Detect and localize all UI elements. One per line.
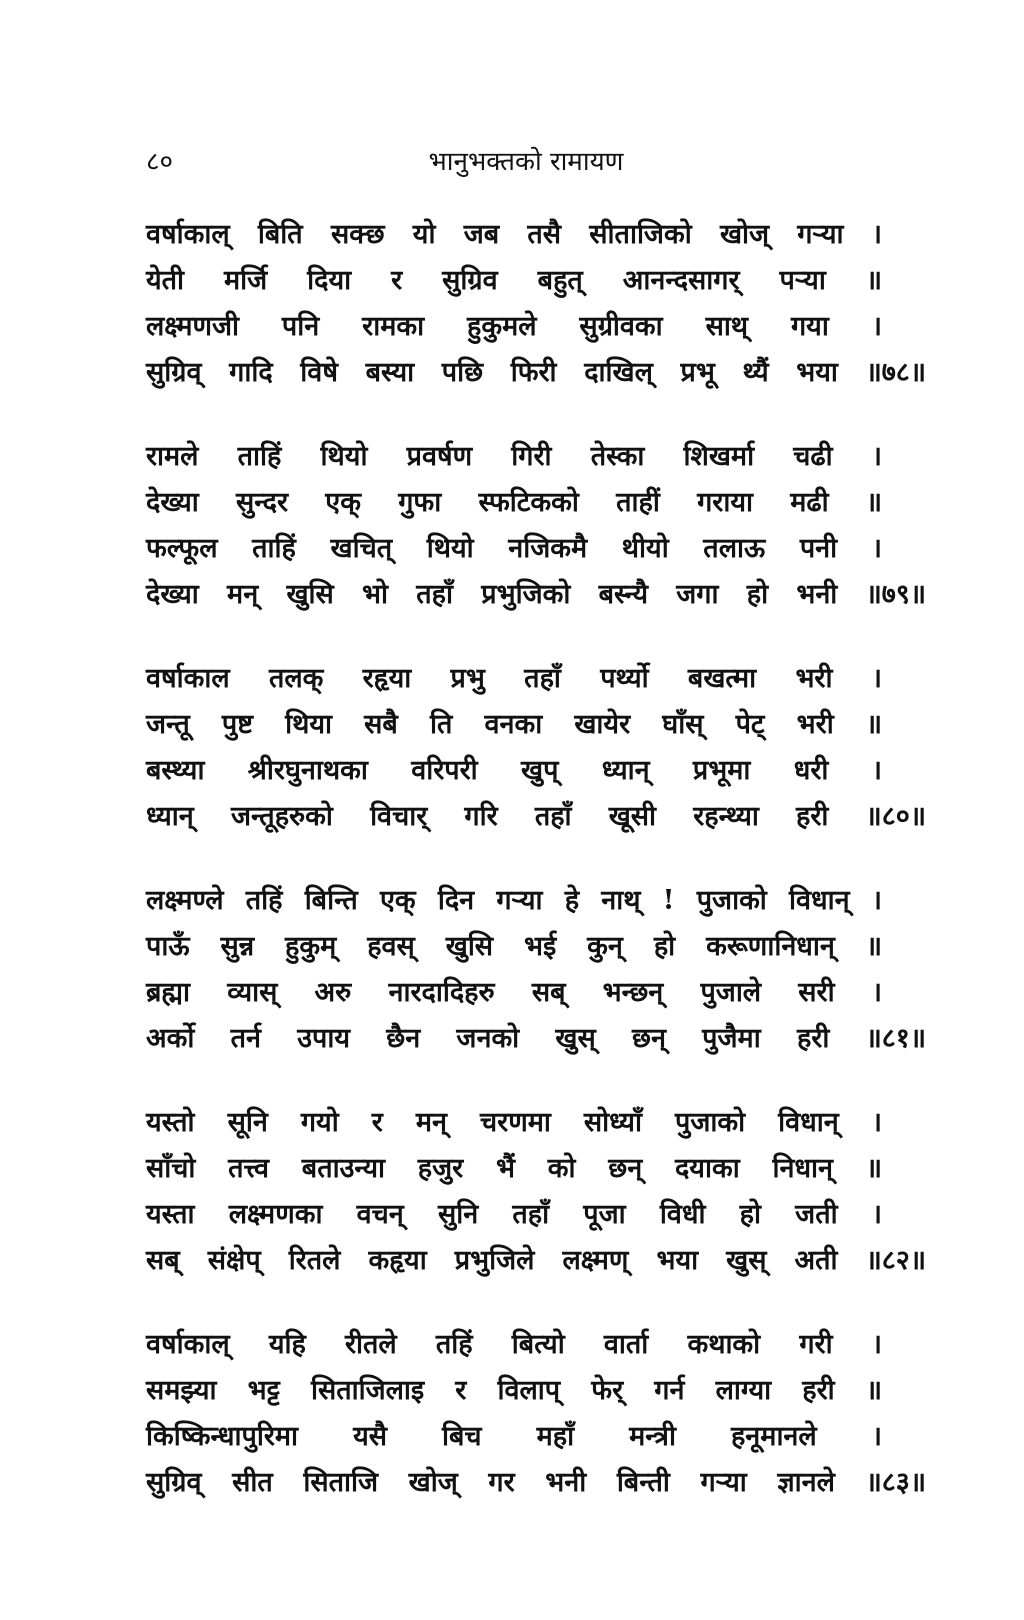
verse-line: यस्ता लक्ष्मणका वचन् सुनि तहाँ पूजा विधी हो जती । [146,1199,882,1230]
verse-line: वर्षाकाल तलक् रहृया प्रभु तहाँ पर्थ्यो बखत्मा भरी । [146,663,882,694]
stanza-82 [146,1100,926,1284]
verse-line: किष्किन्धापुरिमा यसै बिच महाँ मन्त्री हनूमानले । [146,1421,882,1452]
verse-line: देख्या सुन्दर एक् गुफा स्फटिकको ताहीं गराया मढी ॥ [146,487,882,518]
stanza-79 [146,434,926,618]
running-title: भानुभक्तको रामायण [428,147,624,177]
verse-line-numbered: सब् संक्षेप् रितले कहृया प्रभुजिले लक्ष्मण् भया खुस् अती ॥८२॥ [146,1245,926,1276]
verse-line: बस्थ्या श्रीरघुनाथका वरिपरी खुप् ध्यान् प्रभूमा धरी । [146,755,882,786]
verse-line: लक्ष्मणजी पनि रामका हुकुमले सुग्रीवका साथ् गया । [146,311,882,342]
page-number: ८० [146,147,174,177]
page-header [146,142,906,182]
verse-line: लक्ष्मण्ले तहिं बिन्ति एक् दिन गऱ्या हे नाथ् ! पुजाको विधान् । [146,885,882,916]
verse-line: समझ्या भट्ट सिताजिलाइ र विलाप् फेर् गर्न लाग्या हरी ॥ [146,1375,882,1406]
verse-line: जन्तू पुष्ट थिया सबै ति वनका खायेर घाँस् पेट् भरी ॥ [146,709,882,740]
stanza-81 [146,878,926,1062]
verse-line: साँचो तत्त्व बताउन्या हजुर भैं को छन् दयाका निधान् ॥ [146,1153,882,1184]
verse-line-numbered: देख्या मन् खुसि भो तहाँ प्रभुजिको बस्न्यै जगा हो भनी ॥७९॥ [146,579,926,610]
verse-line: फल्फूल ताहिं खचित् थियो नजिकमै थीयो तलाऊ पनी । [146,533,882,564]
stanza-78 [146,212,926,396]
verse-line-numbered: अर्को तर्न उपाय छैन जनको खुस् छन् पुजैमा हरी ॥८१॥ [146,1023,926,1054]
stanza-83 [146,1322,926,1506]
verse-line-numbered: सुग्रिव् गादि विषे बस्या पछि फिरी दाखिल् प्रभू थ्यैं भया ॥७८॥ [146,357,926,388]
verse-block [146,212,926,1544]
verse-line-numbered: सुग्रिव् सीत सिताजि खोज् गर भनी बिन्ती गऱ्या ज्ञानले ॥८३॥ [146,1467,926,1498]
verse-line: वर्षाकाल् यहि रीतले तहिं बित्यो वार्ता कथाको गरी । [146,1329,882,1360]
verse-line-numbered: ध्यान् जन्तूहरुको विचार् गरि तहाँ खूसी रहन्थ्या हरी ॥८०॥ [146,801,926,832]
verse-line: येती मर्जि दिया र सुग्रिव बहुत् आनन्दसागर् पऱ्या ॥ [146,265,882,296]
verse-line: पाऊँ सुन्न हुकुम् हवस् खुसि भई कुन् हो करूणानिधान् ॥ [146,931,882,962]
verse-line: रामले ताहिं थियो प्रवर्षण गिरी तेस्का शिखर्मा चढी । [146,441,882,472]
verse-line: वर्षाकाल् बिति सक्छ यो जब तसै सीताजिको खोज् गऱ्या । [146,219,882,250]
verse-line: यस्तो सूनि गयो र मन् चरणमा सोध्याँ पुजाको विधान् । [146,1107,882,1138]
stanza-80 [146,656,926,840]
verse-line: ब्रह्मा व्यास् अरु नारदादिहरु सब् भन्छन् पुजाले सरी । [146,977,882,1008]
